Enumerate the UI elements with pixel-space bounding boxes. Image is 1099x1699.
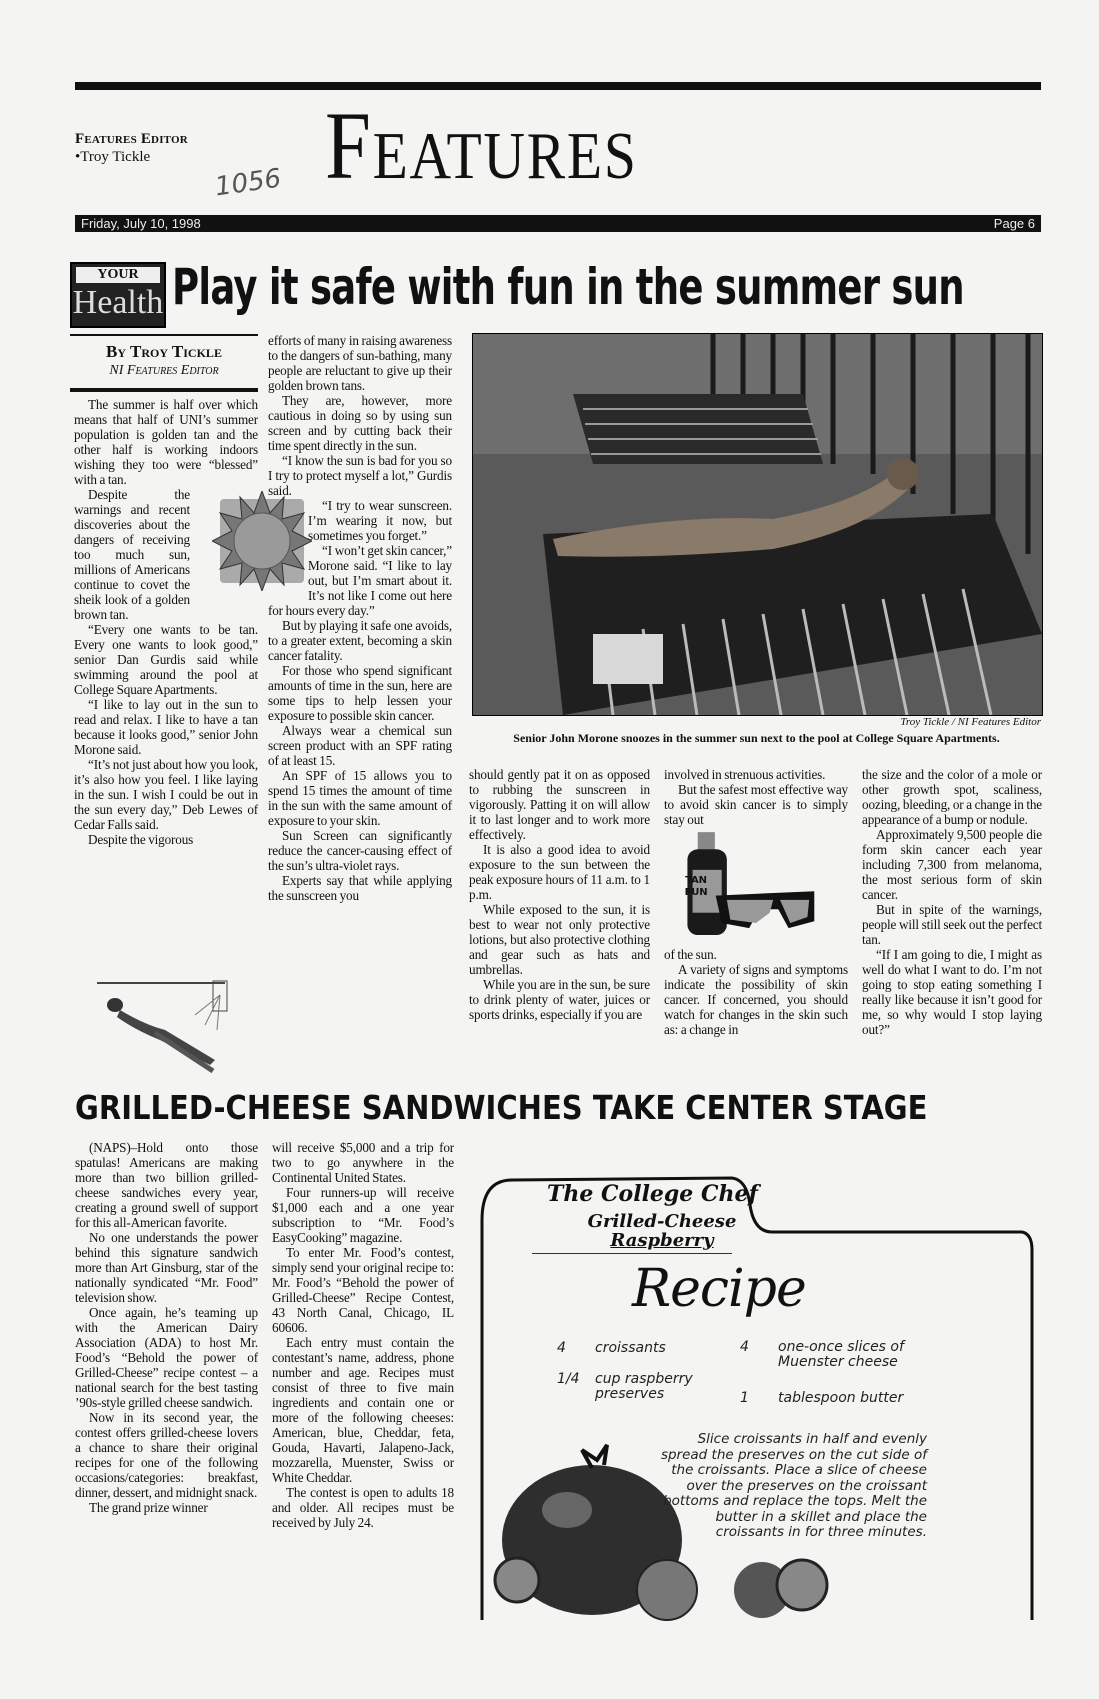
paragraph: Always wear a chemical sun screen product with an SPF rating of at least 15.: [268, 723, 452, 768]
paragraph: “It’s not just about how you look, it’s also how you feel. I like laying in the sun. I wish I could be out in the sun every day,” Deb Lewes of Cedar Falls said.: [74, 757, 258, 832]
page-number: Page 6: [993, 216, 1035, 231]
grilled-cheese-headline: GRILLED-CHEESE SANDWICHES TAKE CENTER STAGE: [75, 1088, 928, 1127]
recipe-word: Recipe: [632, 1259, 806, 1319]
paragraph-text: “I try to wear sunscreen. I’m wearing it now, but sometimes you forget.”: [308, 498, 452, 543]
photo-credit: Troy Tickle / NI Features Editor: [900, 716, 1041, 728]
recipe-name: [582, 1212, 742, 1250]
story2-column-2: [272, 1140, 454, 1530]
poolside-photo: [472, 333, 1043, 716]
ingredient-item: one-once slices of Muenster cheese: [778, 1339, 904, 1370]
paragraph: Each entry must contain the contestant’s name, address, phone number and age. Recipes must consist of three to five main ingredients and contain one or more of the following cheeses: American, blue, Cheddar, feta, Gouda, Havarti, Jalapeno-Jack, mozzarella, Muenster, Swiss or White Cheddar.: [272, 1335, 454, 1485]
paragraph: While exposed to the sun, it is best to wear not only protective lotions, but also protective clothing and gear such as hats and umbrellas.: [469, 902, 650, 977]
paragraph: But by playing it safe one avoids, to a greater extent, becoming a skin cancer fatality.: [268, 618, 452, 663]
paragraph: Approximately 9,500 people die form skin cancer each year including 7,300 from melanoma, the most serious form of skin cancer.: [862, 827, 1042, 902]
photo-caption: Senior John Morone snoozes in the summer sun next to the pool at College Square Apartments.: [513, 731, 1000, 745]
story-column-1: [74, 397, 258, 847]
paragraph: [74, 487, 258, 622]
paragraph: The contest is open to adults 18 and older. All recipes must be received by July 24.: [272, 1485, 454, 1530]
paragraph: the size and the color of a mole or other growth spot, scaliness, oozing, bleeding, or a change in the appearance of a bump or nodule.: [862, 767, 1042, 827]
ingredient-4: [740, 1390, 920, 1406]
paragraph: Sun Screen can significantly reduce the cancer-causing effect of the sun’s ultra-violet rays.: [268, 828, 452, 873]
sunscreen-sunglasses-illustration-icon: [664, 827, 848, 947]
paragraph: But in spite of the warnings, people will still seek out the perfect tan.: [862, 902, 1042, 947]
paragraph: “If I am going to die, I might as well do what I want to do. I’m not going to stop eating something I really like because it isn’t good for me, so why would I stop laying out?”: [862, 947, 1042, 1037]
paragraph: involved in strenuous activities.: [664, 767, 826, 782]
story2-column-1: [75, 1140, 258, 1515]
ingredient-2: [557, 1372, 727, 1402]
paragraph: While you are in the sun, be sure to drink plenty of water, juices or sports drinks, especially if you are: [469, 977, 650, 1022]
paragraph: (NAPS)–Hold onto those spatulas! Americans are making more than two billion grilled-cheese sandwiches every year, creating a ground swell of support for this all-American favorite.: [75, 1140, 258, 1230]
paragraph: The summer is half over which means that half of UNI’s summer population is golden tan and the other half is working indoors wishing they too were “blessed” with a tan.: [74, 397, 258, 487]
paragraph: should gently pat it on as opposed to rubbing the sunscreen in vigorously. Patting it on will allow it to last longer and to work more effectively.: [469, 767, 650, 842]
byline-author: By Troy Tickle: [106, 342, 222, 361]
paragraph: An SPF of 15 allows you to spend 15 times the amount of time in the sun with the same amount of exposure to your skin.: [268, 768, 452, 828]
paragraph: “I know the sun is bad for you so I try to protect myself a lot,” Gurdis said.: [268, 453, 452, 498]
paragraph: Despite the vigorous: [88, 832, 194, 847]
sun-illustration-spacer: [268, 498, 308, 593]
story-column-5: [862, 767, 1042, 1037]
ingredient-item: cup raspberry preserves: [595, 1371, 693, 1402]
recipe-name-line-2: Raspberry: [610, 1230, 714, 1251]
ingredient-qty: 4: [557, 1340, 566, 1356]
ingredient-item: croissants: [595, 1340, 666, 1356]
paragraph-text: Despite the warnings and recent discoveries about the dangers of receiving too much sun, millions of Americans continue to covet the sheik look of a golden brown tan.: [74, 487, 190, 622]
ingredient-3: [740, 1340, 920, 1370]
editor-name: •Troy Tickle: [75, 149, 151, 165]
ingredient-qty: 1: [740, 1390, 749, 1406]
recipe-name-line-1: Grilled-Cheese: [587, 1211, 737, 1232]
paragraph: The grand prize winner: [89, 1500, 208, 1515]
paragraph: Once again, he’s teaming up with the American Dairy Association (ADA) to host Mr. Food’s “Behold the power of Grilled-Cheese” recipe contest – a national search for the best tasting ’90s-style grilled cheese sandwich.: [75, 1305, 258, 1410]
paragraph: efforts of many in raising awareness to the dangers of sun-bathing, many people are reluctant to give up their golden brown tans.: [268, 333, 452, 393]
story-column-4: [664, 767, 848, 1037]
paragraph: To enter Mr. Food’s contest, simply send your original recipe to: Mr. Food’s “Behold the power of Grilled-Cheese” Recipe Contest, 43 North Canal, Chicago, IL 60606.: [272, 1245, 454, 1335]
paragraph: Experts say that while applying the sunscreen you: [268, 873, 452, 903]
paragraph: “Every one wants to be tan. Every one wants to look good,” senior Dan Gurdis said while swimming around the pool at College Square Apartments.: [74, 622, 258, 697]
paragraph: But the safest most effective way to avoid skin cancer is to simply stay out: [664, 782, 848, 827]
badge-bottom-text: Health: [72, 284, 164, 321]
issue-date: Friday, July 10, 1998: [81, 216, 201, 231]
paragraph: Now in its second year, the contest offers grilled-cheese lovers a chance to share their original recipes for one of the following occasions/categories: breakfast, dinner, dessert, and midnight snack.: [75, 1410, 258, 1500]
features-editor-credit: [75, 130, 188, 166]
title-underline: [532, 1253, 732, 1254]
top-rule: [75, 82, 1041, 90]
section-title: Features: [325, 92, 638, 199]
recipe-card: [472, 1160, 1041, 1625]
ingredient-1: [557, 1340, 707, 1356]
badge-top-text: YOUR: [76, 267, 160, 283]
paragraph: For those who spend significant amounts of time in the sun, here are some tips to help lessen your exposure to possible skin cancer.: [268, 663, 452, 723]
date-bar: [75, 215, 1041, 232]
your-health-badge: [70, 262, 166, 328]
ingredient-qty: 1/4: [557, 1371, 580, 1387]
recipe-series-title: The College Chef: [547, 1181, 758, 1207]
bottle-label: TAN FUN: [684, 875, 708, 898]
byline-box: [70, 334, 258, 392]
paragraph: It is also a good idea to avoid exposure to the sun between the peak exposure hours of 11 a.m. to 1 p.m.: [469, 842, 650, 902]
ingredient-item: tablespoon butter: [778, 1390, 904, 1406]
paragraph: No one understands the power behind this signature sandwich more than Art Ginsburg, star of the nationally syndicated “Mr. Food” television show.: [75, 1230, 258, 1305]
story-headline: Play it safe with fun in the summer sun: [172, 258, 964, 316]
paragraph: A variety of signs and symptoms indicate the possibility of skin cancer. If concerned, you should watch for changes in the skin such as: a change in: [664, 962, 848, 1037]
paragraph: “I like to lay out in the sun to read and relax. I like to have a tan because it looks good,” senior John Morone said.: [74, 697, 258, 757]
paragraph: [268, 498, 452, 543]
paragraph: “I won’t get skin cancer,” Morone said. “I like to lay out, but I’m smart about it. It’s not like I come out here for hours every day.”: [268, 543, 452, 618]
story-column-2: [268, 333, 452, 903]
paragraph: Four runners-up will receive $1,000 each and a one year subscription to “Mr. Food’s EasyCooking” magazine.: [272, 1185, 454, 1245]
paragraph: will receive $5,000 and a trip for two to go anywhere in the Continental United States.: [272, 1140, 454, 1185]
byline-title: NI Features Editor: [109, 363, 219, 378]
recipe-instructions: Slice croissants in half and evenly spread the preserves on the cut side of the croissants. Place a slice of cheese over the preserves on the croissant bottoms and replace the tops. Melt the butter in a skillet and place the croissants in for three minutes.: [660, 1431, 927, 1540]
editor-title: Features Editor: [75, 131, 188, 147]
paragraph: They are, however, more cautious in doing so by using sun screen and by cutting back their time spent directly in the sun.: [268, 393, 452, 453]
sunbather-illustration-icon: [95, 975, 235, 1075]
ingredient-qty: 4: [740, 1339, 749, 1355]
handwritten-note: 1056: [213, 163, 283, 203]
story-column-3: [469, 767, 650, 1022]
paragraph: of the sun.: [664, 947, 717, 962]
